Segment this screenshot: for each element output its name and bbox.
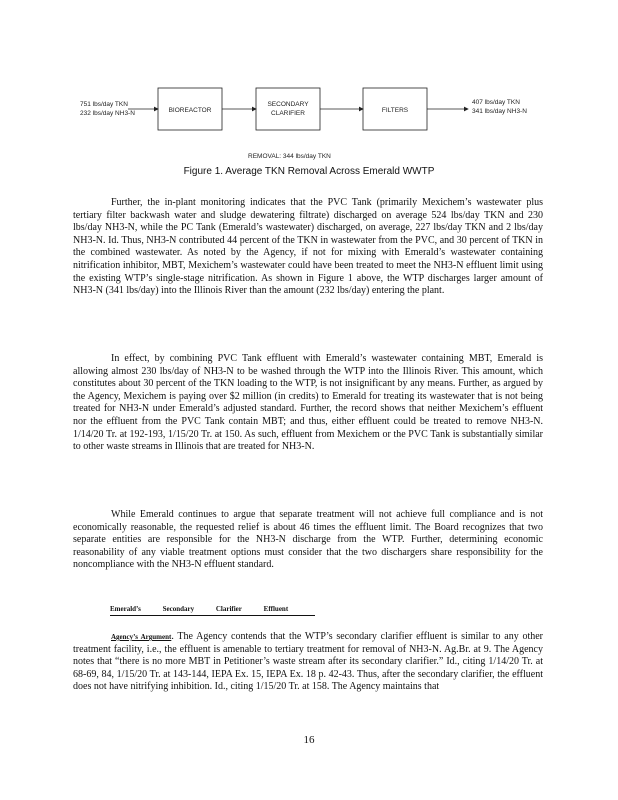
heading-word-4: Effluent (263, 605, 289, 613)
clarifier-label-2: CLARIFIER (271, 110, 305, 117)
output-tkn-label: 407 lbs/day TKN (472, 99, 520, 106)
page-number: 16 (303, 734, 315, 746)
paragraph-agency-argument-text: . The Agency contends that the WTP’s secondary clarifier effluent is similar to any other treatment facility, i.e., the effluent is amenable to tertiary treatment for removal of NH3-N. Ag.Br. at 9. The Agency notes that “there is no more MBT in Petitioner’s waste stream after its secondary clarifier.” Id., citing 1/14/20 Tr. at 68-69, 84, 1/15/20 Tr. at 143-144, IEPA Ex. 15, IEPA Ex. 18 p. 42-43. Thus, after the secondary clarifier, the effluent does not have nitrifying inhibition. Id., citing 1/15/20 Tr. at 158. The Agency maintains that (73, 631, 543, 693)
paragraph-in-effect (73, 353, 543, 454)
heading-underline (110, 615, 315, 616)
agency-argument-label: Agency’s Argument (111, 633, 172, 641)
section-heading (110, 605, 308, 613)
heading-word-3: Clarifier (215, 605, 242, 613)
input-tkn-label: 751 lbs/day TKN (80, 101, 128, 108)
filters-label: FILTERS (381, 107, 409, 114)
clarifier-box (256, 88, 320, 130)
paragraph-monitoring-text: Further, the in-plant monitoring indicates that the PVC Tank (primarily Mexichem’s wastewater plus tertiary filter backwash water and sludge dewatering filtrate) discharged on average 524 lbs/day TKN and 230 lbs/day NH3-N, while the PC Tank (Emerald’s wastewater) discharged, on average, 227 lbs/day TKN and 2 lbs/day NH3-N. Id. Thus, NH3-N contributed 44 percent of the TKN in wastewater from the PVC, and 30 percent of TKN in the combined wastewater. As noted by the Agency, if not for mixing with Emerald’s wastewater containing nitrification inhibitor, MBT, Mexichem’s wastewater could have been treated to meet the NH3-N effluent limit using the existing WTP’s single-stage nitrification. As shown in Figure 1 above, the WTP discharges larger amount of NH3-N (341 lbs/day) into the Illinois River than the amount (232 lbs/day) entering the plant. (73, 197, 543, 297)
paragraph-in-effect-text: In effect, by combining PVC Tank effluent with Emerald’s wastewater containing MBT, Emerald is allowing almost 230 lbs/day of NH3-N to be washed through the WTP into the Illinois River. This amount, which constitutes about 30 percent of the TKN loading to the WTP, is not insignificant by any means. Further, as argued by the Agency, Mexichem is paying over $2 million (in credits) to Emerald for treating its wastewater that is not being treated for NH3-N under Emerald’s adjusted standard. Further, the record shows that neither Mexichem’s effluent nor the effluent from the PVC Tank contain MBT; and thus, either effluent could be treated to remove NH3-N. 1/14/20 Tr. at 192-193, 1/15/20 Tr. at 150. As such, effluent from Mexichem or the PVC Tank is substantially similar to other waste streams in Illinois that are treated for NH3-N. (73, 353, 543, 453)
bioreactor-label: BIOREACTOR (168, 107, 212, 114)
heading-word-2: Secondary (162, 605, 195, 613)
figure-caption: Figure 1. Average TKN Removal Across Emerald WWTP (183, 166, 435, 177)
input-nh3-label: 232 lbs/day NH3-N (80, 110, 135, 117)
clarifier-label-1: SECONDARY (267, 101, 309, 108)
paragraph-compliance-text: While Emerald continues to argue that separate treatment will not achieve full compliance and is not economically reasonable, the requested relief is about 46 times the effluent limit. The Board recognizes that two separate entities are responsible for the NH3-N discharge from the WTP. Further, determining economic reasonability of any viable treatment options must consider that the two dischargers share responsibility for the noncompliance with the NH3-N effluent standard. (73, 509, 543, 571)
process-flow-diagram (0, 0, 618, 170)
paragraph-agency-argument (73, 631, 543, 694)
removal-label: REMOVAL: 344 lbs/day TKN (248, 153, 331, 160)
output-nh3-label: 341 lbs/day NH3-N (472, 108, 527, 115)
paragraph-compliance (73, 509, 543, 572)
paragraph-monitoring (73, 197, 543, 298)
heading-word-1: Emerald’s (110, 605, 141, 613)
